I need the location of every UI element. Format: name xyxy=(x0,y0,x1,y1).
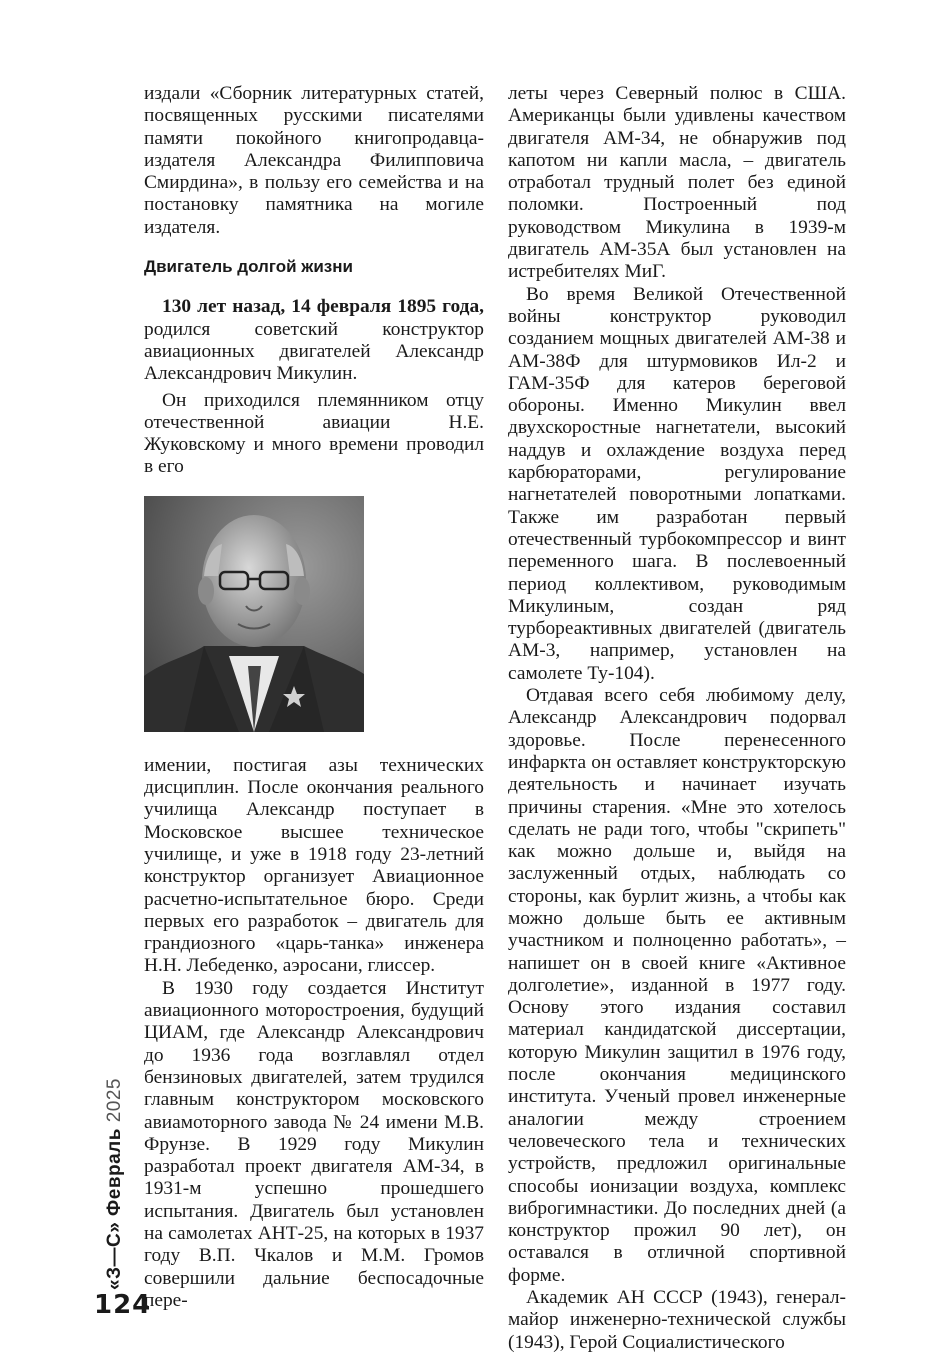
paragraph-war: Во время Великой Отечественной войны конструктор руководил созданием мощных двигателей АМ-38 и АМ-38Ф для штурмовиков Ил-2 и ГАМ-35Ф для катеров береговой обороны. Именно Микулин ввел двухскоростные нагнетатели, высокий наддув и охлаждение воздуха перед карбюраторами, регулирование нагнетателей поворотными лопатками. Также им разработан первый отечественный турбокомпрессор и винт переменного шага. В послевоенный период коллективом, руководимым Микулиным, создан ряд турбореактивных двигателей (двигатель АМ-3, например, установлен на самолете Ту-104). xyxy=(508,283,846,684)
portrait-illustration xyxy=(144,496,364,732)
issue-label xyxy=(104,1078,126,1290)
lead-date: 130 лет назад, 14 февраля 1895 года, xyxy=(162,296,484,318)
paragraph-education: имении, постигая азы технических дисциплин. После окончания реального училища Александр поступает в Московское высшее техническое училище, и уже в 1918 году 23-летний конструктор организует Авиационное расчетно-испытательное бюро. Среди первых его разработок – двигатель для грандиозного «царь-танка» инженера Н.Н. Лебеденко, аэросани, глиссер. xyxy=(144,754,484,977)
lead-paragraph xyxy=(144,296,484,385)
paragraph-ciam: В 1930 году создается Институт авиационного моторостроения, будущий ЦИАМ, где Александр Александрович до 1936 года возглавлял отдел бензиновых двигателей, затем трудился главным конструктором московского авиамоторного завода № 24 имени М.В. Фрунзе. В 1929 году Микулин разработал проект двигателя АМ-34, в 1931-м успешно прошедшего испытания. Двигатель был установлен на самолетах АНТ-25, на которых в 1937 году В.П. Чкалов и М.М. Громов совершили дальние беспосадочные пере- xyxy=(144,977,484,1311)
issue-month: Февраль xyxy=(104,1128,125,1216)
paragraph-zhukovsky: Он приходился племянником отцу отечественной авиации Н.Е. Жуковскому и много времени проводил в его xyxy=(144,389,484,478)
left-column xyxy=(144,83,484,1312)
lead-text: родился советский конструктор авиационных двигателей Александр Александрович Микулин. xyxy=(144,318,484,385)
right-column xyxy=(508,83,846,1354)
paragraph-flights: леты через Северный полюс в США. Американцы были удивлены качеством двигателя АМ-34, не обнаружив под капотом ни капли масла, – двигатель отработал трудный полет без единой поломки. Построенный под руководством Микулина в 1939-м двигатель АМ-35А был установлен на истребителях МиГ. xyxy=(508,83,846,283)
paragraph-smirdin: издали «Сборник литературных статей, посвященных русскими писателями памяти покойного книгопродавца-издателя Александра Филипповича Смирдина», в пользу его семейства и на постановку памятника на могиле издателя. xyxy=(144,83,484,238)
magazine-brand: «З—С» xyxy=(104,1221,125,1290)
paragraph-academic: Академик АН СССР (1943), генерал-майор инженерно-технической службы (1943), Герой Социалистического xyxy=(508,1287,846,1353)
page-number: 124 xyxy=(94,1290,152,1320)
portrait-photo xyxy=(144,496,364,732)
paragraph-longevity: Отдавая всего себя любимому делу, Александр Александрович подорвал здоровье. После перенесенного инфаркта он оставляет конструкторскую деятельность и начинает изучать причины старения. «Мне это хотелось сделать не ради того, чтобы "скрипеть" как можно дольше и, выйдя на заслуженный отдых, наблюдать со стороны, как бурлит жизнь, а чтобы как можно дольше быть ее активным участником и полноценно работать», – напишет он в своей книге «Активное долголетие», изданной в 1977 году. Основу этого издания составил материал кандидатской диссертации, которую Микулин защитил в 1976 году, после окончания медицинского института. Ученый провел инженерные аналогии между строением человеческого тела и технических устройств, предложил оригинальные способы ионизации воздуха, комплекс виброгимнастики. До последних дней (а конструктор прожил 90 лет), он оставался в отличной спортивной форме. xyxy=(508,685,846,1286)
issue-year: 2025 xyxy=(104,1078,125,1123)
section-heading: Двигатель долгой жизни xyxy=(144,257,353,277)
